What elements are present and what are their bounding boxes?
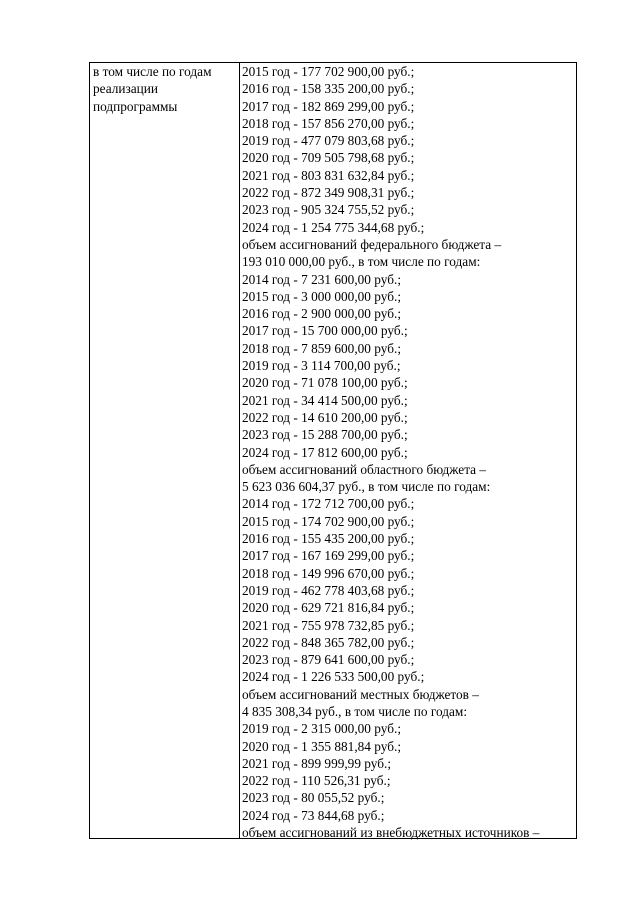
value-line: 2020 год - 709 505 798,68 руб.; (242, 150, 415, 166)
value-line: 2020 год - 71 078 100,00 руб.; (242, 375, 408, 391)
value-line: 2019 год - 477 079 803,68 руб.; (242, 133, 415, 149)
value-line: 2024 год - 17 812 600,00 руб.; (242, 444, 408, 460)
value-line: 2024 год - 1 254 775 344,68 руб.; (242, 219, 425, 235)
table-value-cell (240, 63, 576, 841)
value-line: 2018 год - 149 996 670,00 руб.; (242, 565, 415, 581)
value-line: 2020 год - 629 721 816,84 руб.; (242, 600, 415, 616)
value-line: 2018 год - 7 859 600,00 руб.; (242, 340, 402, 356)
value-line: 2023 год - 15 288 700,00 руб.; (242, 427, 408, 443)
value-line: 2017 год - 15 700 000,00 руб.; (242, 323, 408, 339)
funding-table (89, 62, 577, 839)
value-line: 4 835 308,34 руб., в том числе по годам: (242, 703, 468, 719)
value-line: 2019 год - 462 778 403,68 руб.; (242, 582, 415, 598)
value-line: 2021 год - 899 999,99 руб.; (242, 755, 392, 771)
value-line: 2014 год - 7 231 600,00 руб.; (242, 271, 402, 287)
value-line: 2016 год - 155 435 200,00 руб.; (242, 531, 415, 547)
value-line: 2021 год - 755 978 732,85 руб.; (242, 617, 415, 633)
value-line: 2016 год - 158 335 200,00 руб.; (242, 81, 415, 97)
value-line: объем ассигнований федерального бюджета – (242, 236, 502, 252)
value-line: 2017 год - 182 869 299,00 руб.; (242, 98, 415, 114)
value-line: 2015 год - 174 702 900,00 руб.; (242, 513, 415, 529)
value-line: 2024 год - 73 844,68 руб.; (242, 807, 385, 823)
value-line: 2022 год - 14 610 200,00 руб.; (242, 409, 408, 425)
label-line: подпрограммы (93, 98, 178, 114)
value-line: 2023 год - 879 641 600,00 руб.; (242, 652, 415, 668)
value-line: 2015 год - 3 000 000,00 руб.; (242, 288, 402, 304)
value-line: объем ассигнований областного бюджета – (242, 461, 487, 477)
value-line: 193 010 000,00 руб., в том числе по годам: (242, 254, 481, 270)
value-line: 5 623 036 604,37 руб., в том числе по годам: (242, 479, 491, 495)
value-line: 2022 год - 110 526,31 руб.; (242, 773, 391, 789)
label-line: в том числе по годам (93, 64, 212, 79)
value-line: объем ассигнований местных бюджетов – (242, 686, 479, 702)
value-line: 2024 год - 1 226 533 500,00 руб.; (242, 669, 425, 685)
value-line: 2019 год - 2 315 000,00 руб.; (242, 721, 402, 737)
value-line: 2017 год - 167 169 299,00 руб.; (242, 548, 415, 564)
label-line: реализации (93, 81, 158, 97)
value-line: 2021 год - 803 831 632,84 руб.; (242, 167, 415, 183)
value-line: 2015 год - 177 702 900,00 руб.; (242, 64, 415, 79)
value-line: 2022 год - 848 365 782,00 руб.; (242, 634, 415, 650)
value-line: 2016 год - 2 900 000,00 руб.; (242, 306, 402, 322)
value-line: 2023 год - 905 324 755,52 руб.; (242, 202, 415, 218)
value-line: 2023 год - 80 055,52 руб.; (242, 790, 385, 806)
value-line: 2021 год - 34 414 500,00 руб.; (242, 392, 408, 408)
value-line: 2020 год - 1 355 881,84 руб.; (242, 738, 402, 754)
value-line: 2018 год - 157 856 270,00 руб.; (242, 115, 415, 131)
value-line: 2019 год - 3 114 700,00 руб.; (242, 358, 401, 374)
table-label-cell (90, 63, 240, 838)
value-line: 2014 год - 172 712 700,00 руб.; (242, 496, 415, 512)
value-line: 2022 год - 872 349 908,31 руб.; (242, 185, 415, 201)
value-line: объем ассигнований из внебюджетных источников – (242, 825, 540, 841)
